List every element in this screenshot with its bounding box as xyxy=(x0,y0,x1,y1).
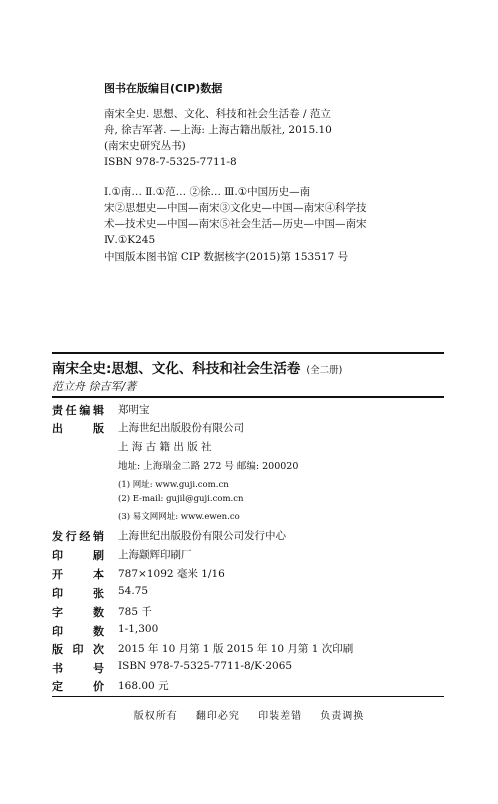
copies-value: 1-1,300 xyxy=(118,623,159,635)
copyright-notice: 版权所有 翻印必究 印装差错 负责调换 xyxy=(133,711,365,722)
publisher-imprint: 上 海 古 籍 出 版 社 xyxy=(118,441,212,453)
sheets-label: 印张 xyxy=(52,587,104,600)
editor-value: 郑明宝 xyxy=(118,404,150,416)
printer-label: 印刷 xyxy=(52,549,104,562)
isbn-label: 书号 xyxy=(52,662,104,675)
cip-classification xyxy=(104,184,404,248)
rule-bottom xyxy=(52,696,444,697)
copies-label: 印数 xyxy=(52,625,104,638)
classification-line: Ⅳ.①K245 xyxy=(104,234,156,246)
cip-description xyxy=(104,106,404,170)
classification-line: Ⅰ.①南… Ⅱ.①范… ②徐… Ⅲ.①中国历史—南 xyxy=(104,186,311,198)
book-title-text: 南宋全史:思想、文化、科技和社会生活卷 xyxy=(52,361,301,377)
cip-heading: 图书在版编目(CIP)数据 xyxy=(104,82,223,95)
cip-line: (南宋史研究丛书) xyxy=(104,140,186,152)
format-value: 787×1092 毫米 1/16 xyxy=(118,568,225,580)
publisher-ewen: (3) 易文网网址: www.ewen.co xyxy=(118,512,240,522)
sheets-value: 54.75 xyxy=(118,585,149,597)
editor-label: 责任编辑 xyxy=(52,404,104,417)
edition-label: 版印次 xyxy=(52,643,104,656)
classification-line: 宋②思想史—中国—南宋③文化史—中国—南宋④科学技 xyxy=(104,202,367,214)
printer-value: 上海颛辉印刷厂 xyxy=(118,549,192,561)
isbn-value: ISBN 978-7-5325-7711-8/K·2065 xyxy=(118,660,293,672)
publisher-name: 上海世纪出版股份有限公司 xyxy=(118,422,244,434)
rule-title-bottom xyxy=(52,396,444,398)
words-value: 785 千 xyxy=(118,606,152,618)
format-label: 开本 xyxy=(52,568,104,581)
publisher-email: (2) E-mail: gujil@guji.com.cn xyxy=(118,494,244,504)
edition-value: 2015 年 10 月第 1 版 2015 年 10 月第 1 次印刷 xyxy=(118,643,354,655)
price-label: 定价 xyxy=(52,680,104,693)
price-value: 168.00 元 xyxy=(118,680,169,692)
publisher-label: 出版 xyxy=(52,422,104,435)
distributor-label: 发行经销 xyxy=(52,530,104,543)
book-title xyxy=(52,357,342,377)
words-label: 字数 xyxy=(52,606,104,619)
publisher-website: (1) 网址: www.guji.com.cn xyxy=(118,480,229,490)
publisher-address: 地址: 上海瑞金二路 272 号 邮编: 200020 xyxy=(118,461,299,472)
classification-line: 术—技术史—中国—南宋⑤社会生活—历史—中国—南宋 xyxy=(104,218,367,230)
cip-line: ISBN 978-7-5325-7711-8 xyxy=(104,156,237,168)
book-authors: 范立舟 徐吉军/著 xyxy=(52,380,137,393)
rule-top xyxy=(52,352,444,354)
cip-line: 南宋全史. 思想、文化、科技和社会生活卷 / 范立 xyxy=(104,108,331,120)
distributor-value: 上海世纪出版股份有限公司发行中心 xyxy=(118,530,286,542)
book-volumes: (全二册) xyxy=(306,365,343,376)
cip-line: 舟, 徐吉军著. —上海: 上海古籍出版社, 2015.10 xyxy=(104,124,332,136)
cip-check-number: 中国版本图书馆 CIP 数据核字(2015)第 153517 号 xyxy=(104,251,349,263)
